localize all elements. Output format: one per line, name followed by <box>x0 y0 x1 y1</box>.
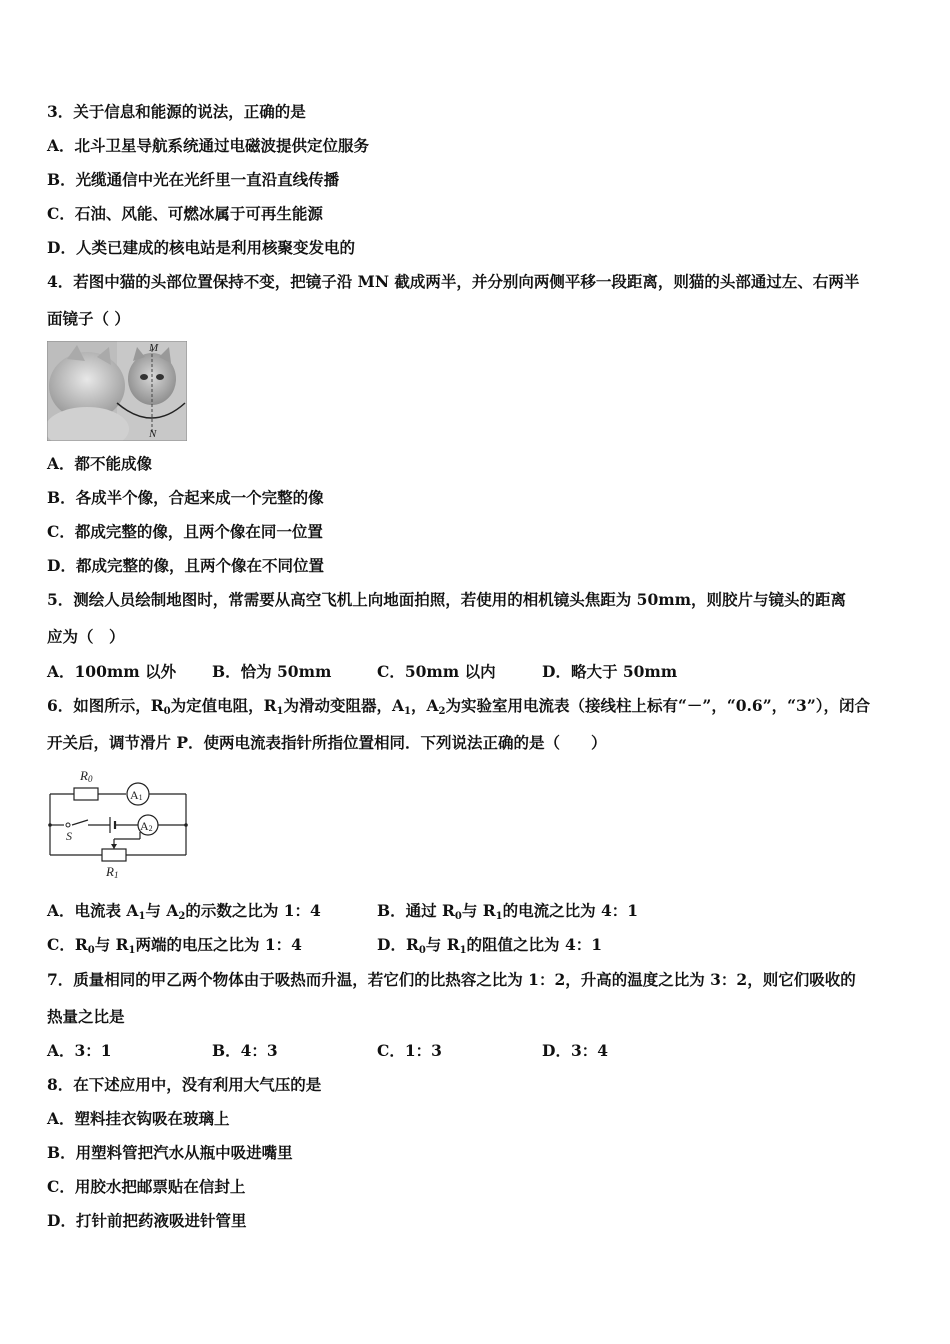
q4-option-a: A．都不能成像 <box>47 454 153 473</box>
q3-option-a: A．北斗卫星导航系统通过电磁波提供定位服务 <box>47 136 370 155</box>
q5-option-b: B．恰为 50mm <box>212 662 332 681</box>
q3-option-c: C．石油、风能、可燃冰属于可再生能源 <box>47 204 323 223</box>
q6-stem-line1: 6．如图所示，$R_0$为定值电阻，$R_1$为滑动变阻器，$A_1$，$A_2$为实验室用电流表（接线柱上标有“－”，“0.6”，“3”），闭合 <box>47 696 870 717</box>
q6-option-a: A．电流表 $A_1$与 $A_2$的示数之比为 1：4 <box>47 901 321 922</box>
q7-option-c: C．1：3 <box>377 1041 442 1060</box>
q8-option-c: C．用胶水把邮票贴在信封上 <box>47 1177 246 1196</box>
mirror-label-m: M <box>149 342 159 354</box>
q5-stem-line1: 5．测绘人员绘制地图时，常需要从高空飞机上向地面拍照，若使用的相机镜头焦距为 50mm，则胶片与镜头的距离 <box>47 590 847 609</box>
q6-stem-line2: 开关后，调节滑片 P．使两电流表指针所指位置相同．下列说法正确的是（ ） <box>47 733 607 752</box>
q6-option-b: B．通过 $R_0$与 $R_1$的电流之比为 4：1 <box>377 901 639 922</box>
q7-option-a: A．3：1 <box>47 1041 112 1060</box>
q6-option-d: D．$R_0$与 $R_1$的阻值之比为 4：1 <box>377 935 603 956</box>
label-r0: R0 <box>80 768 93 784</box>
q6-option-c: C．$R_0$与 $R_1$两端的电压之比为 1：4 <box>47 935 302 956</box>
q7-stem-line2: 热量之比是 <box>47 1007 125 1026</box>
circuit-diagram <box>44 764 196 882</box>
q7-option-d: D．3：4 <box>542 1041 609 1060</box>
q5-option-c: C．50mm 以内 <box>377 662 496 681</box>
label-switch-s: S <box>66 829 72 843</box>
q8-stem: 8．在下述应用中，没有利用大气压的是 <box>47 1075 322 1094</box>
ammeter-a1-label: A1 <box>130 788 143 802</box>
q8-option-a: A．塑料挂衣钩吸在玻璃上 <box>47 1109 230 1128</box>
q4-option-c: C．都成完整的像，且两个像在同一位置 <box>47 522 323 541</box>
q8-option-b: B．用塑料管把汽水从瓶中吸进嘴里 <box>47 1143 293 1162</box>
q4-option-d: D．都成完整的像，且两个像在不同位置 <box>47 556 324 575</box>
ammeter-a2-label: A2 <box>140 819 153 833</box>
q3-stem: 3．关于信息和能源的说法，正确的是 <box>47 102 306 121</box>
q4-stem-line1: 4．若图中猫的头部位置保持不变，把镜子沿 MN 截成两半，并分别向两侧平移一段距离，则猫的头部通过左、右两半 <box>47 272 860 291</box>
q3-option-d: D．人类已建成的核电站是利用核聚变发电的 <box>47 238 355 257</box>
q5-stem-line2: 应为（ ） <box>47 627 125 646</box>
q7-option-b: B．4：3 <box>212 1041 278 1060</box>
q4-stem-line2: 面镜子（ ） <box>47 309 130 328</box>
mirror-label-n: N <box>149 428 157 440</box>
q4-option-b: B．各成半个像，合起来成一个完整的像 <box>47 488 324 507</box>
q7-stem-line1: 7．质量相同的甲乙两个物体由于吸热而升温，若它们的比热容之比为 1：2，升高的温度之比为 3：2，则它们吸收的 <box>47 970 856 989</box>
q5-option-a: A．100mm 以外 <box>47 662 177 681</box>
q5-option-d: D．略大于 50mm <box>542 662 678 681</box>
cat-mirror-figure <box>47 341 187 441</box>
q3-option-b: B．光缆通信中光在光纤里一直沿直线传播 <box>47 170 340 189</box>
label-r1: R1 <box>106 864 119 880</box>
q8-option-d: D．打针前把药液吸进针管里 <box>47 1211 247 1230</box>
